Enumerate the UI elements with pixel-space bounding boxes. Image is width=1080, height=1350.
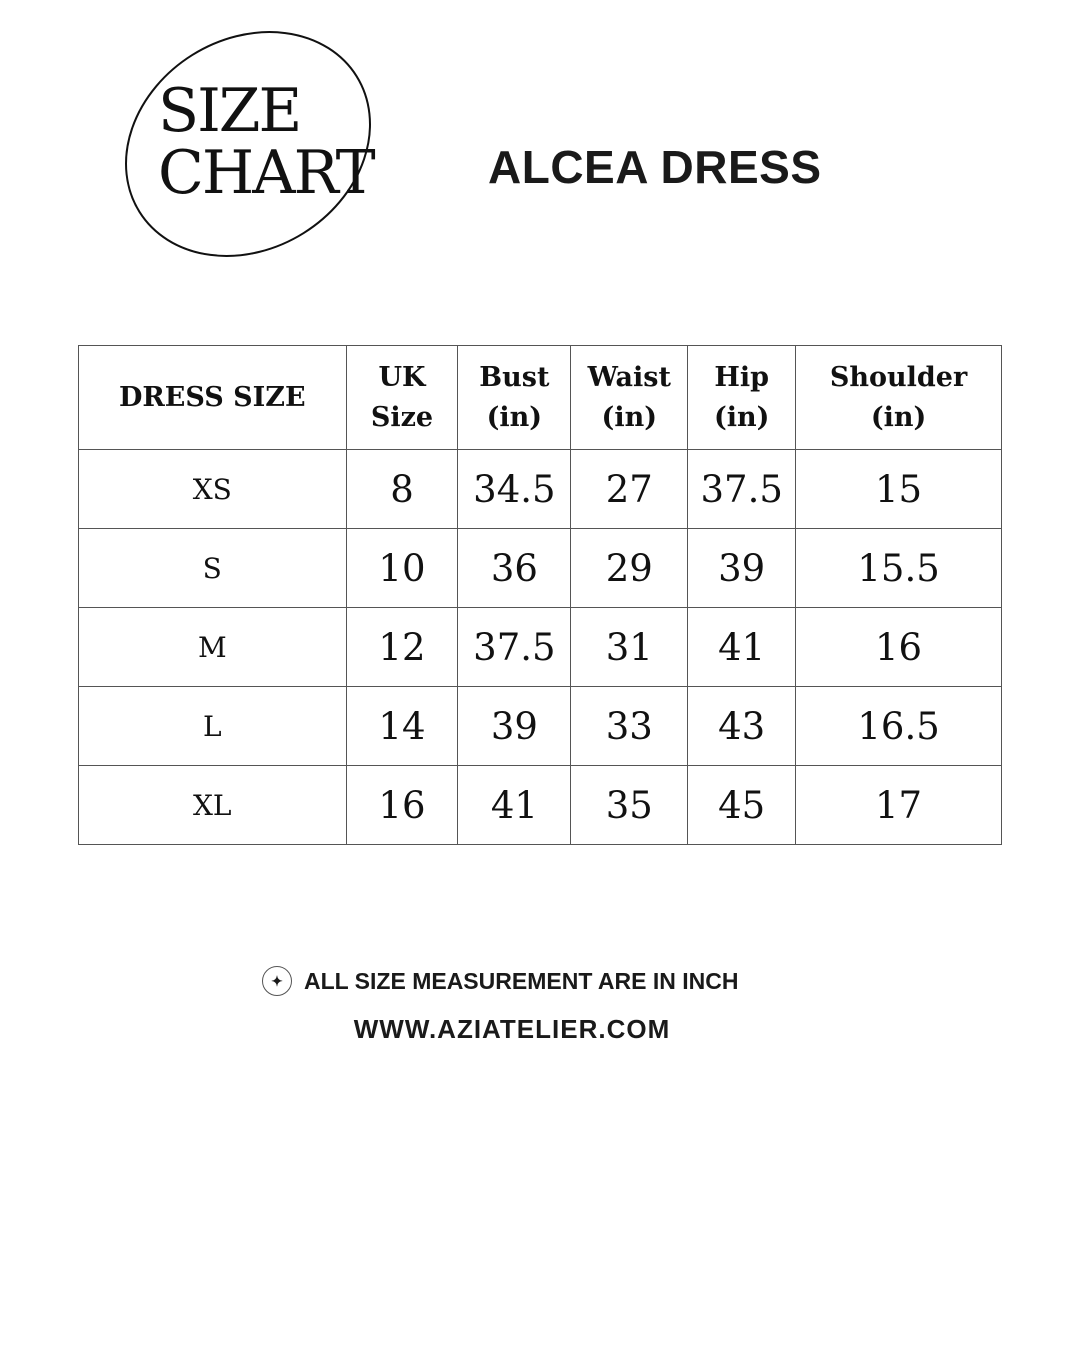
measurement-note (262, 966, 738, 996)
header-shoulder (796, 346, 1002, 450)
cell-waist: 35 (571, 766, 688, 845)
cell-hip: 45 (688, 766, 796, 845)
cell-uk: 10 (346, 529, 458, 608)
note-text: ALL SIZE MEASUREMENT ARE IN INCH (304, 967, 739, 994)
cell-uk: 16 (346, 766, 458, 845)
cell-hip: 43 (688, 687, 796, 766)
cell-size: L (79, 687, 347, 766)
cell-bust: 39 (458, 687, 571, 766)
header-text: Waist (587, 361, 671, 393)
header-bust (458, 346, 571, 450)
cell-shoulder: 16.5 (796, 687, 1002, 766)
cell-hip: 39 (688, 529, 796, 608)
table-row (79, 687, 1002, 766)
page-title: ALCEA DRESS (488, 141, 822, 193)
cell-size: XL (79, 766, 347, 845)
sparkle-icon: ✦ (262, 966, 292, 996)
cell-size: M (79, 608, 347, 687)
header-uk-size (346, 346, 458, 450)
cell-shoulder: 16 (796, 608, 1002, 687)
header-text: Hip (714, 361, 769, 393)
header-text: DRESS SIZE (118, 381, 306, 413)
header-text: (in) (601, 401, 657, 433)
logo-line-1: SIZE (158, 76, 301, 146)
table-row (79, 608, 1002, 687)
table-row (79, 529, 1002, 608)
cell-waist: 29 (571, 529, 688, 608)
cell-uk: 14 (346, 687, 458, 766)
header-hip (688, 346, 796, 450)
header-text: (in) (486, 401, 543, 433)
cell-shoulder: 15 (796, 450, 1002, 529)
cell-bust: 41 (458, 766, 571, 845)
cell-waist: 31 (571, 608, 688, 687)
cell-waist: 33 (571, 687, 688, 766)
cell-size: XS (79, 450, 347, 529)
cell-hip: 41 (688, 608, 796, 687)
table-row (79, 766, 1002, 845)
logo-line-2: CHART (158, 138, 374, 208)
header-text: Bust (479, 361, 550, 393)
cell-uk: 12 (346, 608, 458, 687)
logo-text (158, 76, 374, 208)
header-text: UK (378, 361, 426, 393)
header-text: (in) (713, 401, 770, 433)
cell-bust: 36 (458, 529, 571, 608)
header-dress-size (79, 346, 347, 450)
cell-bust: 34.5 (458, 450, 571, 529)
header-text: Shoulder (829, 361, 968, 393)
table-row (79, 450, 1002, 529)
cell-hip: 37.5 (688, 450, 796, 529)
cell-shoulder: 15.5 (796, 529, 1002, 608)
cell-shoulder: 17 (796, 766, 1002, 845)
size-table (78, 345, 1002, 845)
table-header-row (79, 346, 1002, 450)
header-text: Size (370, 401, 434, 433)
website-url: WWW.AZIATELIER.COM (353, 1014, 671, 1044)
cell-size: S (79, 529, 347, 608)
header-text: (in) (870, 401, 927, 433)
header-waist (571, 346, 688, 450)
cell-bust: 37.5 (458, 608, 571, 687)
cell-uk: 8 (346, 450, 458, 529)
cell-waist: 27 (571, 450, 688, 529)
